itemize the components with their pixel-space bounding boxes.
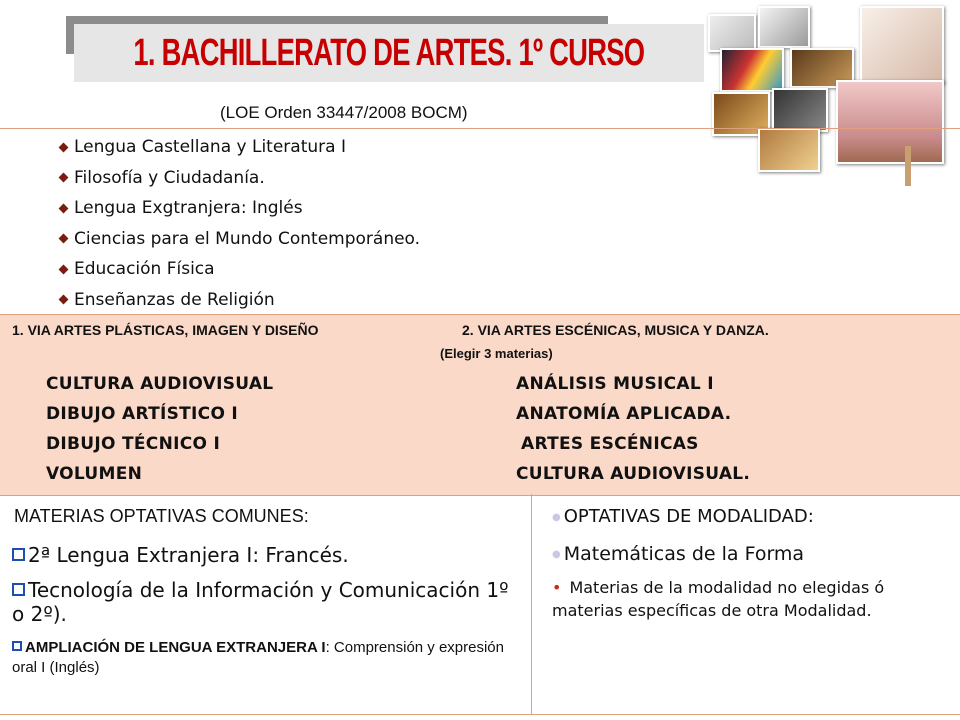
list-item: • Materias de la modalidad no elegidas ó materias específicas de otra Modalidad. [552,578,885,620]
common-subjects-list [60,132,420,315]
optativas-comunes-title: MATERIAS OPTATIVAS COMUNES: [14,506,309,526]
via2-subject: ARTES ESCÉNICAS [521,434,699,454]
list-item: 2ª Lengua Extranjera I: Francés. [12,543,349,567]
via2-subject: CULTURA AUDIOVISUAL. [516,464,751,484]
optativas-modalidad-title: ● OPTATIVAS DE MODALIDAD: [552,506,814,527]
list-item: Enseñanzas de Religión [60,285,420,316]
dot-bullet-icon: ● [552,549,561,560]
via1-subject: CULTURA AUDIOVISUAL [46,374,274,394]
page-title: 1. BACHILLERATO DE ARTES. 1º CURSO [133,31,645,74]
choose-note: (Elegir 3 materias) [440,346,553,361]
diamond-bullet-icon [59,173,69,183]
via2-subject: ANÁLISIS MUSICAL I [516,374,714,394]
via2-heading: 2. VIA ARTES ESCÉNICAS, MUSICA Y DANZA. [462,322,769,338]
via2-subject: ANATOMÍA APLICADA. [516,404,732,424]
diamond-bullet-icon [59,203,69,213]
diamond-bullet-icon [59,264,69,274]
list-item: ● Matemáticas de la Forma [552,543,805,565]
paint-brushes-icon [720,48,784,92]
checkbox-bullet-icon [12,548,25,561]
list-item: Ciencias para el Mundo Contemporáneo. [60,224,420,255]
diamond-bullet-icon [59,142,69,152]
via1-subject: DIBUJO TÉCNICO I [46,434,221,454]
hands-drawing-photo [758,6,810,48]
via1-subject: VOLUMEN [46,464,143,484]
dot-bullet-icon: ● [552,511,561,523]
dot-bullet-icon: • [552,578,562,597]
checkbox-bullet-icon [12,641,22,651]
via1-subject: DIBUJO ARTÍSTICO I [46,404,239,424]
list-item: AMPLIACIÓN DE LENGUA EXTRANJERA I: Comprensión y expresión oral I (Inglés) [12,639,504,676]
list-item: Educación Física [60,254,420,285]
list-item: Lengua Castellana y Literatura I [60,132,420,163]
list-item: Lengua Exgtranjera: Inglés [60,193,420,224]
page-subtitle: (LOE Orden 33447/2008 BOCM) [220,103,468,122]
list-item: Filosofía y Ciudadanía. [60,163,420,194]
title-bar [74,24,704,82]
music-notes-icon [708,14,756,52]
diamond-bullet-icon [59,295,69,305]
list-item: Tecnología de la Información y Comunicación 1º o 2º). [12,578,509,626]
column-divider [531,494,532,714]
diamond-bullet-icon [59,234,69,244]
photo-wall-collage [772,88,828,132]
piano-keys-icon [860,6,944,84]
checkbox-bullet-icon [12,583,25,596]
via1-heading: 1. VIA ARTES PLÁSTICAS, IMAGEN Y DISEÑO [12,322,319,338]
